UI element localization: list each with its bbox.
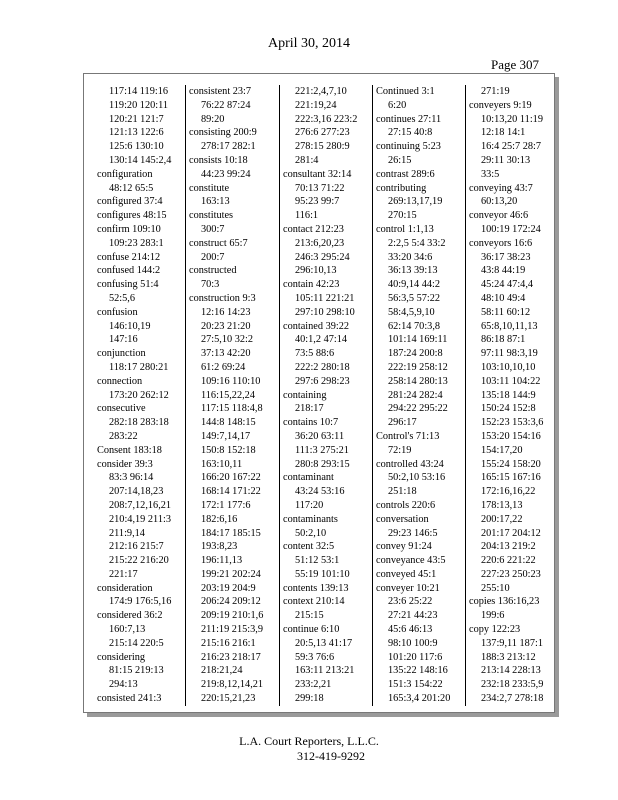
index-reference: 283:22: [109, 430, 138, 442]
index-reference: 121:13 122:6: [109, 127, 164, 139]
index-reference: 221:19,24: [295, 99, 337, 111]
index-term: convey 91:24: [376, 541, 432, 553]
index-reference: 26:15: [388, 154, 412, 166]
index-reference: 89:20: [201, 113, 225, 125]
index-reference: 83:3 96:14: [109, 472, 154, 484]
index-reference: 168:14 171:22: [201, 486, 261, 498]
index-reference: 184:17 185:15: [201, 527, 261, 539]
index-reference: 165:15 167:16: [481, 472, 541, 484]
index-reference: 207:14,18,23: [109, 486, 164, 498]
index-term: constitutes: [189, 210, 234, 222]
page-number: Page 307: [491, 57, 540, 72]
index-reference: 72:19: [388, 444, 412, 456]
index-term: contained 39:22: [283, 320, 350, 332]
index-reference: 50:2,10 53:16: [388, 472, 446, 484]
index-reference: 147:16: [109, 334, 138, 346]
index-reference: 16:4 25:7 28:7: [481, 141, 542, 153]
index-reference: 154:17,20: [481, 444, 523, 456]
index-reference: 135:22 148:16: [388, 665, 448, 677]
index-reference: 172:16,16,22: [481, 486, 536, 498]
index-reference: 246:3 295:24: [295, 251, 350, 263]
index-reference: 296:17: [388, 417, 417, 429]
index-reference: 222:3,16 223:2: [295, 113, 358, 125]
index-reference: 12:16 14:23: [201, 306, 251, 318]
index-reference: 163:10,11: [201, 458, 243, 470]
index-term: configured 37:4: [97, 196, 163, 208]
index-reference: 222:2 280:18: [295, 361, 350, 373]
index-term: context 210:14: [283, 596, 345, 608]
index-reference: 73:5 88:6: [295, 348, 335, 360]
index-reference: 117:20: [295, 499, 324, 511]
index-reference: 173:20 262:12: [109, 389, 169, 401]
index-term: continues 27:11: [376, 113, 442, 125]
index-reference: 146:10,19: [109, 320, 151, 332]
index-term: construction 9:3: [189, 292, 256, 304]
index-reference: 40:9,14 44:2: [388, 279, 441, 291]
index-term: contain 42:23: [283, 279, 340, 291]
index-reference: 117:15 118:4,8: [201, 403, 263, 415]
index-term: containing: [283, 389, 327, 401]
index-term: conversation: [376, 513, 429, 525]
index-column-5: [465, 85, 553, 706]
index-column-1: [94, 85, 186, 706]
index-reference: 297:10 298:10: [295, 306, 355, 318]
index-term: contaminants: [283, 513, 338, 525]
index-reference: 270:15: [388, 210, 417, 222]
index-reference: 52:5,6: [109, 292, 136, 304]
index-reference: 199:21 202:24: [201, 568, 261, 580]
index-reference: 10:13,20 11:19: [481, 113, 543, 125]
index-term: considering: [97, 651, 146, 663]
index-column-3: [279, 85, 371, 706]
index-reference: 199:6: [481, 610, 505, 622]
index-reference: 221:2,4,7,10: [295, 86, 347, 97]
index-reference: 218:21,24: [201, 665, 243, 677]
index-reference: 193:8,23: [201, 541, 238, 553]
index-reference: 215:22 216:20: [109, 555, 169, 567]
index-term: consider 39:3: [97, 458, 153, 470]
index-reference: 48:10 49:4: [481, 292, 526, 304]
index-reference: 215:15: [295, 610, 324, 622]
index-reference: 296:10,13: [295, 265, 337, 277]
index-reference: 213:6,20,23: [295, 237, 345, 249]
index-term: contains 10:7: [283, 417, 339, 429]
index-reference: 178:13,13: [481, 499, 523, 511]
index-term: confused 144:2: [97, 265, 161, 277]
index-term: configuration: [97, 168, 153, 180]
index-reference: 48:12 65:5: [109, 182, 154, 194]
index-reference: 200:7: [201, 251, 225, 263]
index-reference: 258:14 280:13: [388, 375, 448, 387]
index-reference: 210:4,19 211:3: [109, 513, 171, 525]
index-term: control 1:1,13: [376, 223, 434, 235]
index-reference: 203:19 204:9: [201, 582, 256, 594]
index-reference: 222:19 258:12: [388, 361, 448, 373]
index-reference: 151:3 154:22: [388, 679, 443, 691]
index-reference: 220:15,21,23: [201, 693, 256, 705]
index-reference: 160:7,13: [109, 624, 146, 636]
index-reference: 116:15,22,24: [201, 389, 255, 401]
index-reference: 117:14 119:16: [109, 86, 169, 97]
index-term: controls 220:6: [376, 499, 436, 511]
index-term: continue 6:10: [283, 624, 340, 636]
index-reference: 232:18 233:5,9: [481, 679, 544, 691]
index-reference: 109:16 110:10: [201, 375, 261, 387]
index-term: copies 136:16,23: [469, 596, 540, 608]
index-reference: 282:18 283:18: [109, 417, 169, 429]
index-reference: 103:11 104:22: [481, 375, 541, 387]
index-term: considered 36:2: [97, 610, 163, 622]
index-term: construct 65:7: [189, 237, 248, 249]
index-term: confusion: [97, 306, 138, 318]
index-term: controlled 43:24: [376, 458, 444, 470]
index-reference: 20:23 21:20: [201, 320, 251, 332]
index-reference: 109:23 283:1: [109, 237, 164, 249]
index-term: consists 10:18: [189, 154, 248, 166]
index-term: consecutive: [97, 403, 146, 415]
index-reference: 211:9,14: [109, 527, 145, 539]
index-reference: 36:20 63:11: [295, 430, 345, 442]
index-term: conveyed 45:1: [376, 568, 437, 580]
index-term: consisted 241:3: [97, 693, 162, 705]
index-reference: 111:3 275:21: [295, 444, 349, 456]
reporter-phone: 312-419-9292: [297, 749, 365, 763]
index-reference: 23:6 25:22: [388, 596, 433, 608]
index-reference: 36:13 39:13: [388, 265, 438, 277]
index-reference: 125:6 130:10: [109, 141, 164, 153]
index-term: conveying 43:7: [469, 182, 533, 194]
index-reference: 44:23 99:24: [201, 168, 251, 180]
index-reference: 276:6 277:23: [295, 127, 350, 139]
index-reference: 155:24 158:20: [481, 458, 541, 470]
index-reference: 271:19: [481, 86, 510, 97]
index-term: conveyance 43:5: [376, 555, 446, 567]
index-reference: 130:14 145:2,4: [109, 154, 172, 166]
index-reference: 209:19 210:1,6: [201, 610, 264, 622]
index-reference: 212:16 215:7: [109, 541, 164, 553]
index-term: copy 122:23: [469, 624, 521, 636]
index-term: consistent 23:7: [189, 86, 252, 97]
index-reference: 299:18: [295, 693, 324, 705]
index-term: consisting 200:9: [189, 127, 257, 139]
index-reference: 182:6,16: [201, 513, 238, 525]
index-reference: 163:11 213:21: [295, 665, 355, 677]
index-reference: 278:15 280:9: [295, 141, 350, 153]
index-reference: 43:8 44:19: [481, 265, 526, 277]
index-reference: 36:17 38:23: [481, 251, 531, 263]
index-term: continuing 5:23: [376, 141, 441, 153]
index-reference: 165:3,4 201:20: [388, 693, 451, 705]
index-reference: 70:13 71:22: [295, 182, 345, 194]
index-term: conveyers 9:19: [469, 99, 532, 111]
index-reference: 172:1 177:6: [201, 499, 251, 511]
index-reference: 255:10: [481, 582, 510, 594]
index-reference: 43:24 53:16: [295, 486, 345, 498]
index-reference: 187:24 200:8: [388, 348, 443, 360]
index-reference: 234:2,7 278:18: [481, 693, 544, 705]
index-reference: 188:3 213:12: [481, 651, 536, 663]
index-reference: 45:24 47:4,4: [481, 279, 534, 291]
index-reference: 45:6 46:13: [388, 624, 433, 636]
index-reference: 59:3 76:6: [295, 651, 335, 663]
index-term: confuse 214:12: [97, 251, 161, 263]
index-reference: 58:4,5,9,10: [388, 306, 435, 318]
index-reference: 206:24 209:12: [201, 596, 261, 608]
index-reference: 12:18 14:1: [481, 127, 526, 139]
index-term: confusing 51:4: [97, 279, 159, 291]
index-term: contaminant: [283, 472, 334, 484]
transcript-date: April 30, 2014: [267, 36, 351, 51]
index-reference: 201:17 204:12: [481, 527, 541, 539]
index-term: conveyer 10:21: [376, 582, 440, 594]
index-reference: 100:19 172:24: [481, 223, 541, 235]
index-term: connection: [97, 375, 143, 387]
index-reference: 55:19 101:10: [295, 568, 350, 580]
index-reference: 81:15 219:13: [109, 665, 164, 677]
index-reference: 40:1,2 47:14: [295, 334, 348, 346]
index-reference: 200:17,22: [481, 513, 523, 525]
index-reference: 216:23 218:17: [201, 651, 261, 663]
index-reference: 297:6 298:23: [295, 375, 350, 387]
index-reference: 204:13 219:2: [481, 541, 536, 553]
index-reference: 116:1: [295, 210, 319, 222]
index-reference: 51:12 53:1: [295, 555, 340, 567]
index-reference: 221:17: [109, 568, 138, 580]
index-term: constructed: [189, 265, 237, 277]
index-term: contact 212:23: [283, 223, 344, 235]
index-term: consultant 32:14: [283, 168, 352, 180]
index-reference: 220:6 221:22: [481, 555, 536, 567]
index-reference: 150:8 152:18: [201, 444, 256, 456]
index-reference: 98:10 100:9: [388, 637, 438, 649]
index-reference: 33:20 34:6: [388, 251, 433, 263]
index-reference: 37:13 42:20: [201, 348, 251, 360]
index-reference: 60:13,20: [481, 196, 518, 208]
reporter-company: L.A. Court Reporters, L.L.C.: [239, 734, 379, 748]
index-reference: 269:13,17,19: [388, 196, 443, 208]
index-reference: 219:8,12,14,21: [201, 679, 264, 691]
index-reference: 6:20: [388, 99, 407, 111]
index-reference: 227:23 250:23: [481, 568, 541, 580]
index-reference: 137:9,11 187:1: [481, 637, 543, 649]
index-term: contributing: [376, 182, 427, 194]
index-reference: 101:20 117:6: [388, 651, 443, 663]
index-term: consideration: [97, 582, 153, 594]
index-reference: 150:24 152:8: [481, 403, 536, 415]
index-reference: 211:19 215:3,9: [201, 624, 263, 636]
index-reference: 135:18 144:9: [481, 389, 536, 401]
index-reference: 174:9 176:5,16: [109, 596, 172, 608]
index-reference: 97:11 98:3,19: [481, 348, 538, 360]
word-index-frame: [83, 73, 555, 713]
index-reference: 215:16 216:1: [201, 637, 256, 649]
index-reference: 196:11,13: [201, 555, 243, 567]
index-reference: 208:7,12,16,21: [109, 499, 172, 511]
index-reference: 70:3: [201, 279, 220, 291]
index-reference: 29:23 146:5: [388, 527, 438, 539]
index-term: conveyor 46:6: [469, 210, 529, 222]
index-reference: 56:3,5 57:22: [388, 292, 441, 304]
index-reference: 58:11 60:12: [481, 306, 531, 318]
index-term: confirm 109:10: [97, 223, 161, 235]
index-reference: 120:21 121:7: [109, 113, 164, 125]
index-term: constitute: [189, 182, 230, 194]
index-reference: 215:14 220:5: [109, 637, 164, 649]
index-reference: 251:18: [388, 486, 417, 498]
index-reference: 27:21 44:23: [388, 610, 438, 622]
index-reference: 213:14 228:13: [481, 665, 541, 677]
index-term: Continued 3:1: [376, 86, 435, 97]
index-reference: 29:11 30:13: [481, 154, 531, 166]
index-reference: 95:23 99:7: [295, 196, 340, 208]
index-reference: 20:5,13 41:17: [295, 637, 353, 649]
index-reference: 61:2 69:24: [201, 361, 246, 373]
index-term: contrast 289:6: [376, 168, 435, 180]
index-term: Consent 183:18: [97, 444, 162, 456]
index-reference: 62:14 70:3,8: [388, 320, 441, 332]
index-reference: 27:5,10 32:2: [201, 334, 254, 346]
index-reference: 281:4: [295, 154, 319, 166]
index-reference: 86:18 87:1: [481, 334, 526, 346]
index-reference: 144:8 148:15: [201, 417, 256, 429]
index-reference: 149:7,14,17: [201, 430, 251, 442]
index-reference: 294:22 295:22: [388, 403, 448, 415]
index-reference: 153:20 154:16: [481, 430, 541, 442]
index-reference: 27:15 40:8: [388, 127, 433, 139]
index-reference: 76:22 87:24: [201, 99, 251, 111]
index-reference: 50:2,10: [295, 527, 327, 539]
index-term: conjunction: [97, 348, 146, 360]
index-column-2: [185, 85, 277, 706]
index-term: content 32:5: [283, 541, 335, 553]
index-reference: 281:24 282:4: [388, 389, 443, 401]
index-reference: 218:17: [295, 403, 324, 415]
index-reference: 163:13: [201, 196, 230, 208]
index-reference: 294:13: [109, 679, 138, 691]
index-reference: 105:11 221:21: [295, 292, 355, 304]
index-reference: 101:14 169:11: [388, 334, 448, 346]
index-column-4: [372, 85, 464, 706]
index-reference: 152:23 153:3,6: [481, 417, 544, 429]
index-term: conveyors 16:6: [469, 237, 533, 249]
index-reference: 65:8,10,11,13: [481, 320, 538, 332]
index-reference: 280:8 293:15: [295, 458, 350, 470]
index-term: contents 139:13: [283, 582, 349, 594]
index-reference: 166:20 167:22: [201, 472, 261, 484]
index-reference: 119:20 120:11: [109, 99, 169, 111]
index-reference: 103:10,10,10: [481, 361, 536, 373]
index-reference: 300:7: [201, 223, 225, 235]
index-term: configures 48:15: [97, 210, 167, 222]
index-reference: 33:5: [481, 168, 500, 180]
index-reference: 233:2,21: [295, 679, 332, 691]
index-reference: 278:17 282:1: [201, 141, 256, 153]
index-term: Control's 71:13: [376, 430, 440, 442]
index-reference: 118:17 280:21: [109, 361, 169, 373]
index-reference: 2:2,5 5:4 33:2: [388, 237, 446, 249]
